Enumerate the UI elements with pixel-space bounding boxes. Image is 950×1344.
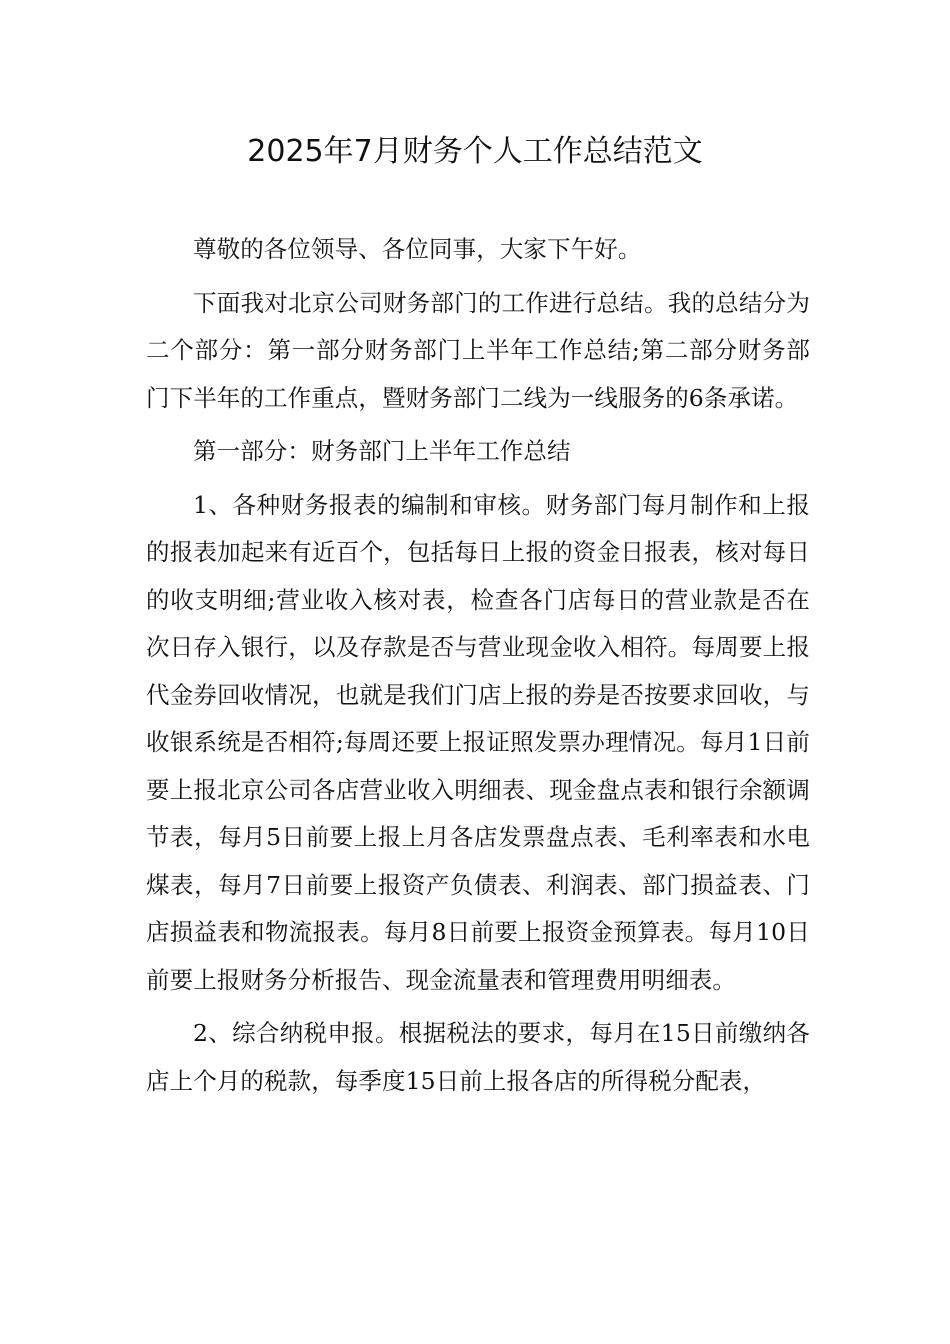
item-2-paragraph: 2、综合纳税申报。根据税法的要求，每月在15日前缴纳各店上个月的税款，每季度15日前上报各店的所得税分配表， bbox=[146, 1019, 810, 1095]
intro-paragraph: 下面我对北京公司财务部门的工作进行总结。我的总结分为二个部分：第一部分财务部门上半年工作总结;第二部分财务部门下半年的工作重点，暨财务部门二线为一线服务的6条承诺。 bbox=[146, 288, 810, 412]
item-1-paragraph: 1、各种财务报表的编制和审核。财务部门每月制作和上报的报表加起来有近百个，包括每日上报的资金日报表，核对每日的收支明细;营业收入核对表，检查各门店每日的营业款是否在次日存入银行，以及存款是否与营业现金收入相符。每周要上报代金券回收情况，也就是我们门店上报的券是否按要求回收，与收银系统是否相符;每周还要上报证照发票办理情况。每月1日前要上报北京公司各店营业收入明细表、现金盘点表和银行余额调节表，每月5日前要上报上月各店发票盘点表、毛利率表和水电煤表，每月7日前要上报资产负债表、利润表、部门损益表、门店损益表和物流报表。每月8日前要上报资金预算表。每月10日前要上报财务分析报告、现金流量表和管理费用明细表。 bbox=[146, 490, 810, 994]
document-title: 2025年7月财务个人工作总结范文 bbox=[247, 134, 703, 169]
document-body bbox=[146, 226, 810, 1105]
greeting-paragraph: 尊敬的各位领导、各位同事，大家下午好。 bbox=[193, 235, 642, 263]
section-heading-part-one: 第一部分：财务部门上半年工作总结 bbox=[193, 437, 571, 465]
